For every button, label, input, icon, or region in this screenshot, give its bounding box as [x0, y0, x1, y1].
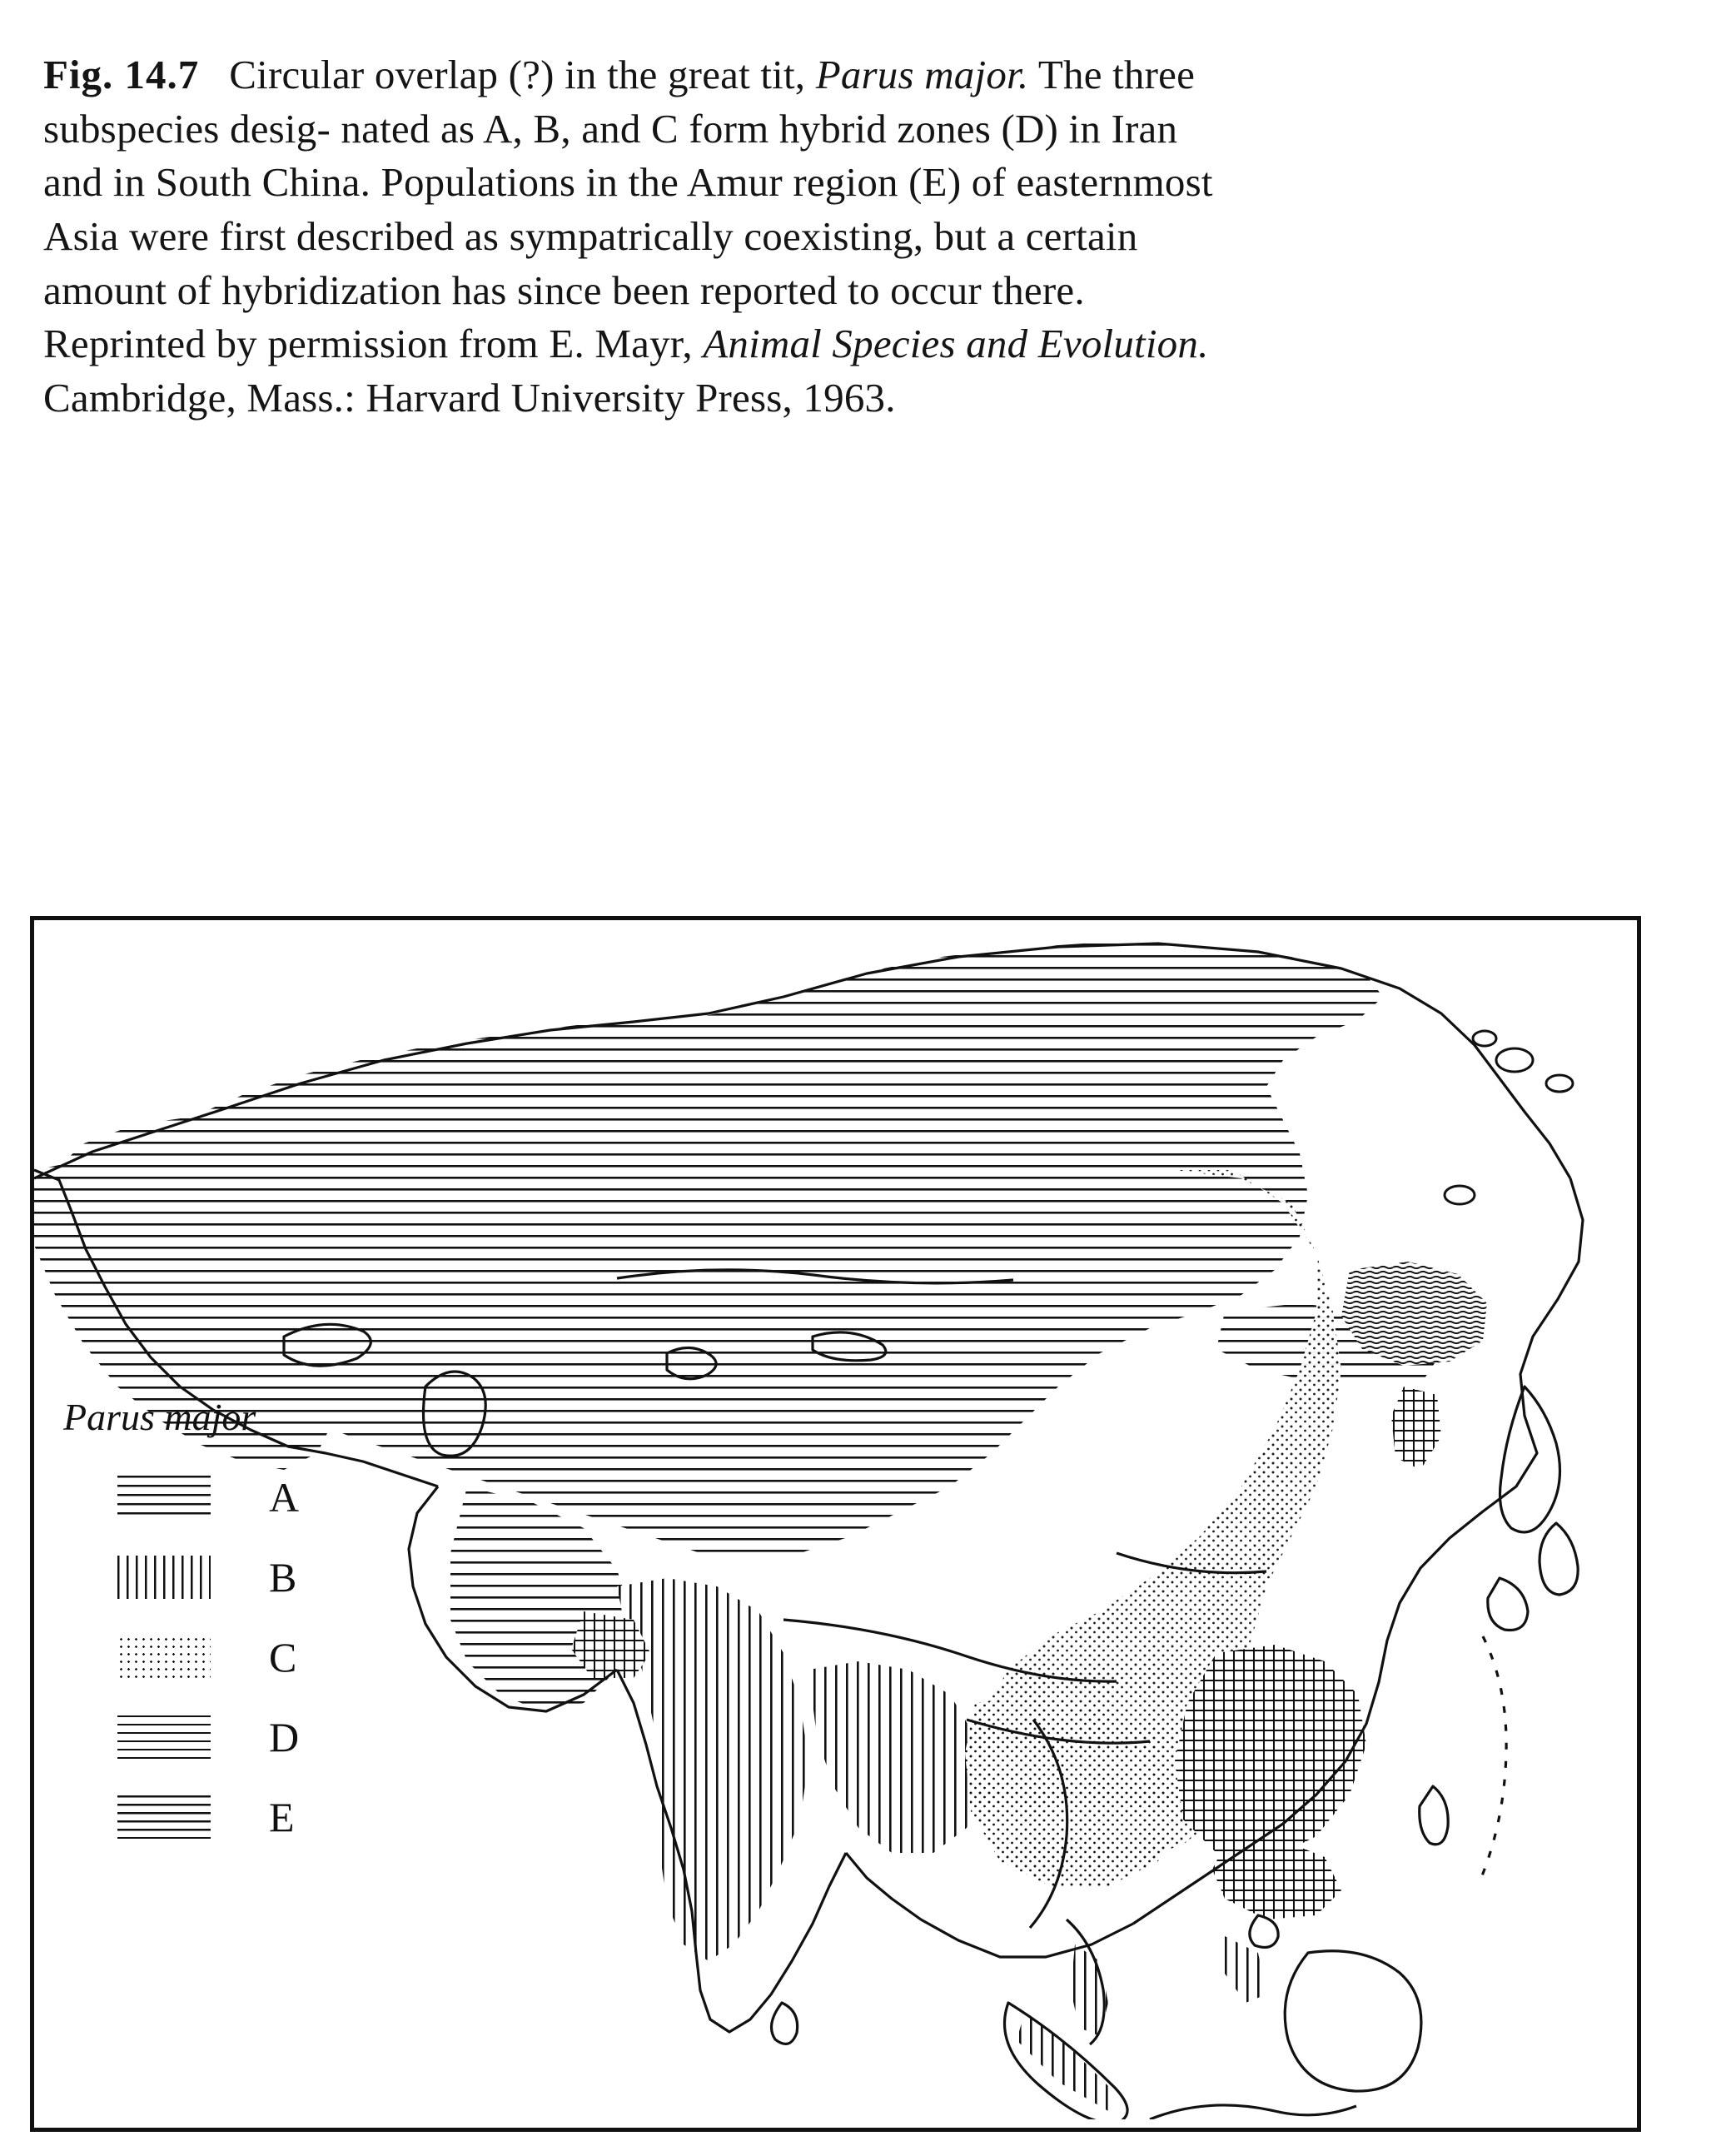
- caption-line-9: permission from E. Mayr,: [267, 321, 704, 367]
- legend-item-B: [42, 1537, 359, 1617]
- caption-line-3: nated as A, B, and C form hybrid zones (D): [341, 105, 1059, 152]
- map-legend: [42, 1395, 359, 1857]
- legend-item-E: [42, 1777, 359, 1857]
- caption-line-2b: The three subspecies desig-: [43, 52, 1196, 152]
- legend-label-E: E: [269, 1794, 295, 1840]
- book-title-part-2: Evolution.: [1037, 321, 1209, 367]
- legend-title: Parus major: [63, 1396, 256, 1438]
- legend-label-D: D: [269, 1714, 300, 1760]
- caption-line-2a: tit,: [760, 52, 816, 97]
- legend-swatch-stipple-dots-icon: [117, 1636, 211, 1679]
- map-figure-frame: [30, 916, 1641, 2132]
- legend-swatch-horizontal-lines-icon: [117, 1476, 211, 1519]
- legend-swatch-vertical-lines-icon: [117, 1556, 211, 1599]
- legend-label-C: C: [269, 1634, 297, 1680]
- caption-line-8: been reported to occur there. Reprinted by: [43, 266, 1085, 367]
- species-name: Parus major.: [815, 52, 1029, 97]
- figure-number: Fig. 14.7: [43, 52, 200, 97]
- caption-line-10: Cambridge, Mass.: Harvard: [43, 375, 501, 421]
- legend-label-B: B: [269, 1554, 297, 1601]
- figure-caption: [43, 48, 1226, 426]
- legend-swatch-cross-hatch-icon: [117, 1715, 211, 1759]
- caption-line-7: a certain amount of hybridization has since: [43, 213, 1138, 313]
- caption-line-6: first described as sympatrically coexisting, but: [219, 213, 987, 260]
- legend-item-C: [42, 1617, 359, 1697]
- legend-label-A: A: [269, 1474, 300, 1521]
- legend-item-A: [42, 1457, 359, 1537]
- book-title-part-1: Animal Species and: [703, 321, 1028, 367]
- legend-item-D: [42, 1697, 359, 1777]
- caption-line-1: Circular overlap (?) in the great: [229, 52, 750, 97]
- caption-line-5: the Amur region (E) of easternmost Asia were: [43, 159, 1213, 260]
- legend-swatch-wavy-lines-icon: [117, 1795, 211, 1839]
- caption-line-4: in Iran and in South China. Populations in: [43, 105, 1178, 206]
- caption-line-11: University Press, 1963.: [510, 375, 896, 421]
